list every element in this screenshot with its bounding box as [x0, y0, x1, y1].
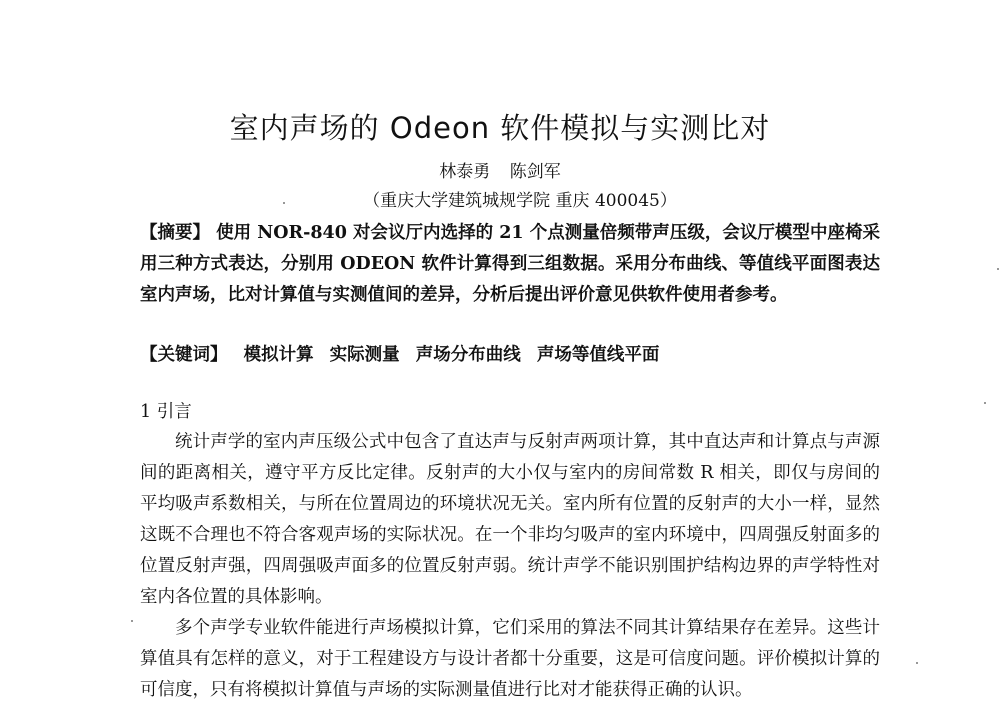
paper-affiliation: （重庆大学建筑城规学院 重庆 400045） [363, 191, 677, 211]
paper-authors: 林泰勇 陈剑军 [439, 162, 561, 182]
keywords-label: 【关键词】 [140, 345, 228, 365]
paper-title: 室内声场的 Odeon 软件模拟与实测比对 [229, 111, 771, 145]
keywords-block [140, 340, 880, 371]
body-paragraph-1: 统计声学的室内声压级公式中包含了直达声与反射声两项计算，其中直达声和计算点与声源间的距离相关，遵守平方反比定律。反射声的大小仅与室内的房间常数 R 相关，即仅与房间的平均吸声系数相关，与所在位置周边的环境状况无关。室内所有位置的反射声的大小一样，显然这既不合理也不符合客观声场的实际状况。在一个非均匀吸声的室内环境中，四周强反射面多的位置反射声强，四周强吸声面多的位置反射声弱。统计声学不能识别围护结构边界的声学特性对室内各位置的具体影响。 [140, 432, 880, 607]
keywords-text: 模拟计算 实际测量 声场分布曲线 声场等值线平面 [243, 345, 660, 365]
scan-speck [916, 662, 918, 664]
scan-speck [984, 402, 986, 404]
section-heading: 1 引言 [140, 402, 192, 422]
abstract-text: 使用 NOR-840 对会议厅内选择的 21 个点测量倍频带声压级，会议厅模型中座椅采用三种方式表达，分别用 ODEON 软件计算得到三组数据。采用分布曲线、等值线平面图表达室内声场，比对计算值与实测值间的差异，分析后提出评价意见供软件使用者参考。 [140, 223, 880, 305]
scan-speck [997, 268, 999, 270]
body-paragraph-2: 多个声学专业软件能进行声场模拟计算，它们采用的算法不同其计算结果存在差异。这些计算值具有怎样的意义，对于工程建设方与设计者都十分重要，这是可信度问题。评价模拟计算的可信度，只有将模拟计算值与声场的实际测量值进行比对才能获得正确的认识。 [140, 618, 880, 700]
abstract-label: 【摘要】 [140, 223, 211, 243]
abstract-block [140, 218, 880, 311]
scan-speck [283, 202, 285, 204]
section-body [140, 427, 880, 706]
scan-speck [131, 620, 133, 622]
